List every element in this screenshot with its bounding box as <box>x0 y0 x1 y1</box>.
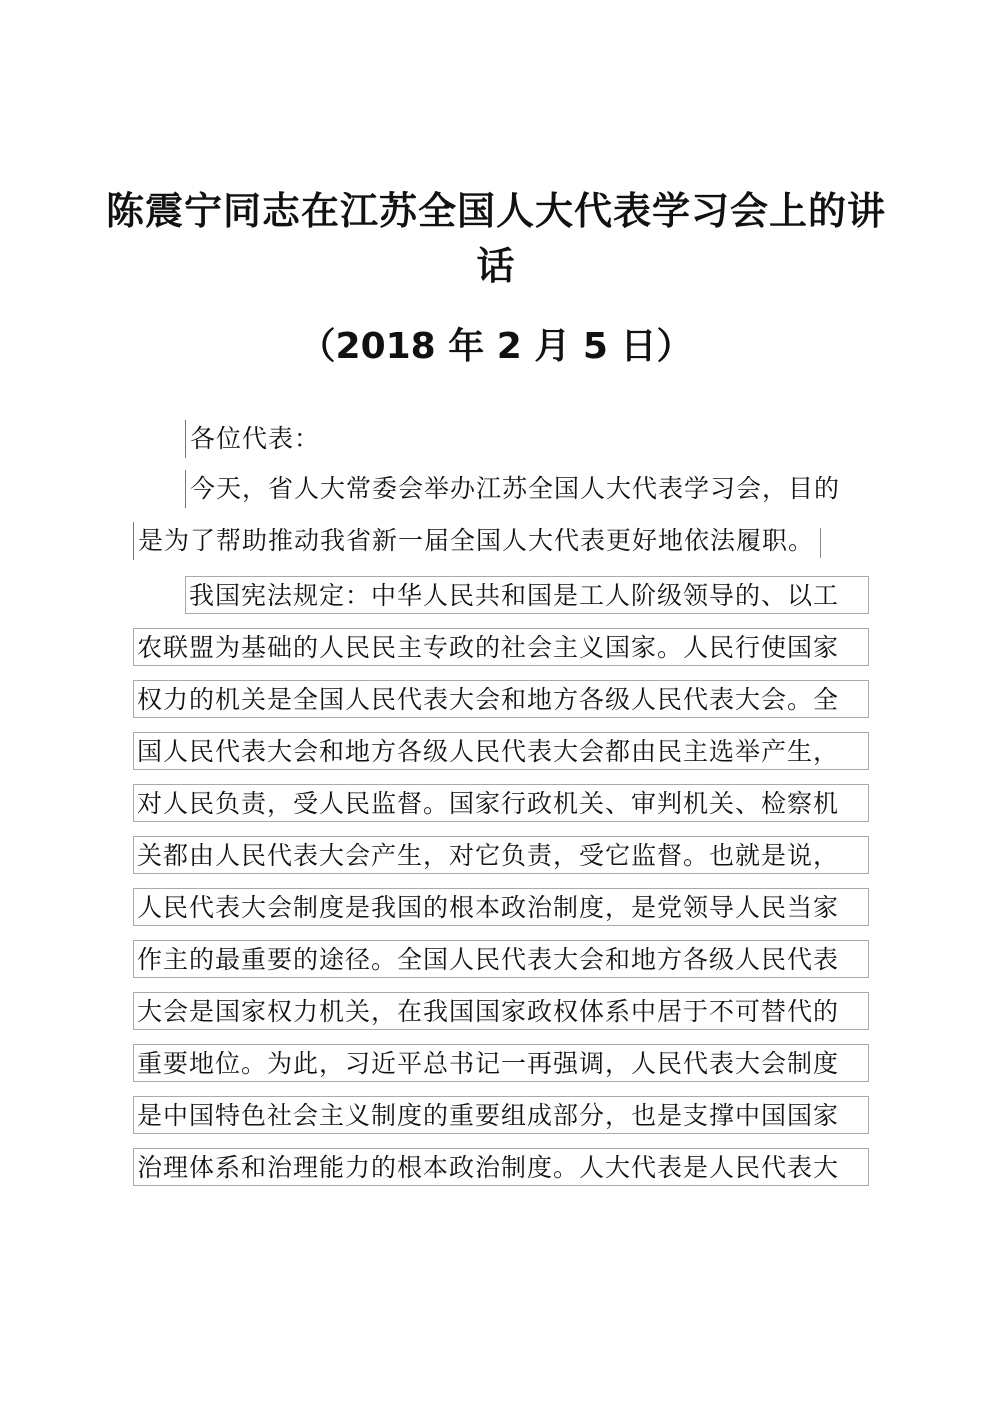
para2-line-5: 对人民负责，受人民监督。国家行政机关、审判机关、检察机 <box>133 784 869 822</box>
para2-line-4: 国人民代表大会和地方各级人民代表大会都由民主选举产生， <box>133 732 869 770</box>
para2-line-2: 农联盟为基础的人民民主专政的社会主义国家。人民行使国家 <box>133 628 869 666</box>
para1-line-2-text: 是为了帮助推动我省新一届全国人大代表更好地依法履职。 <box>138 526 815 555</box>
salutation: 各位代表： <box>185 420 320 458</box>
para2-line-12: 治理体系和治理能力的根本政治制度。人大代表是人民代表大 <box>133 1148 869 1186</box>
para2-line-11: 是中国特色社会主义制度的重要组成部分，也是支撑中国国家 <box>133 1096 869 1134</box>
speech-date: （2018 年 2 月 5 日） <box>299 326 693 367</box>
para2-line-1: 我国宪法规定：中华人民共和国是工人阶级领导的、以工 <box>185 576 869 614</box>
para2-line-10: 重要地位。为此，习近平总书记一再强调，人民代表大会制度 <box>133 1044 869 1082</box>
para2-line-6: 关都由人民代表大会产生，对它负责，受它监督。也就是说， <box>133 836 869 874</box>
para1-line-2 <box>133 522 821 560</box>
para2-line-7: 人民代表大会制度是我国的根本政治制度，是党领导人民当家 <box>133 888 869 926</box>
para2-line-9: 大会是国家权力机关，在我国国家政权体系中居于不可替代的 <box>133 992 869 1030</box>
para2-line-3: 权力的机关是全国人民代表大会和地方各级人民代表大会。全 <box>133 680 869 718</box>
document-title-line-2: 话 <box>476 244 516 288</box>
document-title-line-1: 陈震宁同志在江苏全国人大代表学习会上的讲 <box>105 189 886 233</box>
para2-line-8: 作主的最重要的途径。全国人民代表大会和地方各级人民代表 <box>133 940 869 978</box>
text-cursor-mark <box>820 528 821 558</box>
para1-line-1: 今天，省人大常委会举办江苏全国人大代表学习会，目的 <box>185 470 840 508</box>
